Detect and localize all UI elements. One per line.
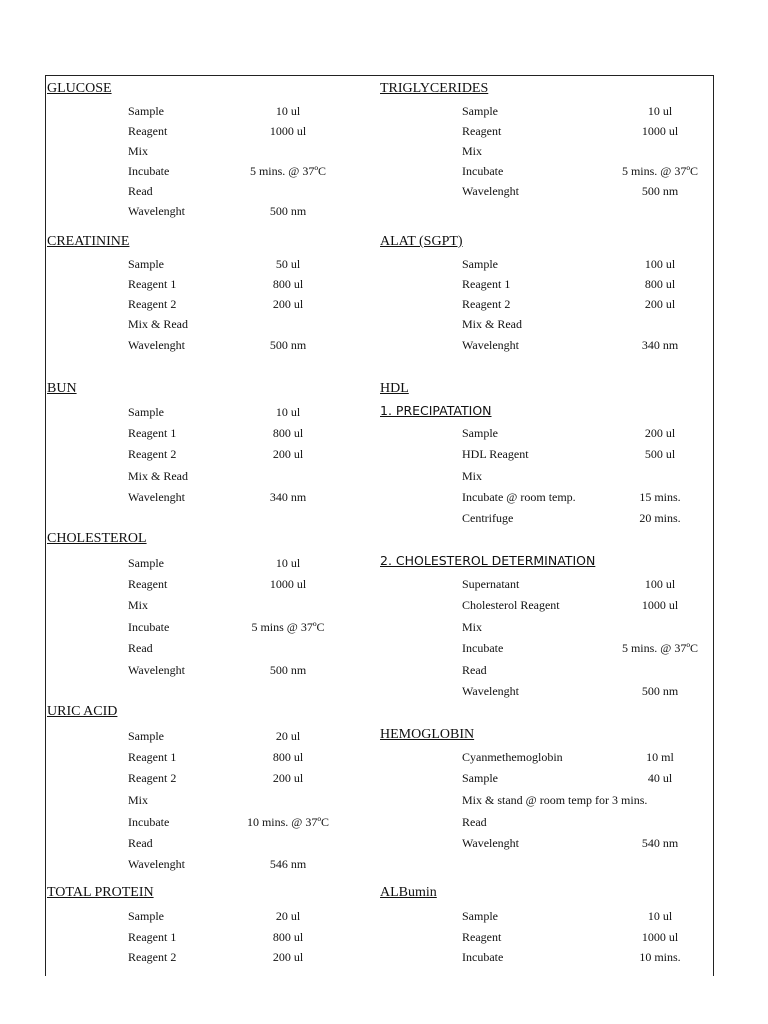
step-label: Mix & Read (462, 317, 522, 331)
step-value: 5 mins. @ 37ºC (249, 164, 327, 178)
step-label: Mix (128, 793, 149, 807)
step-label: Read (128, 184, 153, 198)
step-label: Reagent 1 (462, 277, 511, 291)
step-value: 500 nm (269, 204, 307, 218)
step-value: 20 ul (275, 729, 301, 743)
step-label: Supernatant (462, 577, 520, 591)
step-value: 20 mins. (639, 511, 681, 525)
step-value: 800 ul (272, 277, 304, 291)
step-label: Wavelenght (128, 663, 186, 677)
step-label: Sample (128, 405, 164, 419)
section-title: BUN (47, 381, 77, 396)
step-value: 800 ul (644, 277, 676, 291)
step-value: 20 ul (275, 909, 301, 923)
step-value: 800 ul (272, 930, 304, 944)
step-value: 200 ul (272, 297, 304, 311)
step-value: 10 mins. @ 37ºC (246, 815, 330, 829)
subsection-title: 2. CHOLESTEROL DETERMINATION (380, 553, 596, 568)
step-label: Reagent 2 (128, 950, 177, 964)
step-label: Wavelenght (128, 204, 186, 218)
step-label: Mix & Read (128, 469, 188, 483)
step-label: Mix (128, 598, 149, 612)
step-label: Sample (462, 771, 498, 785)
step-label: Reagent (128, 124, 168, 138)
step-value: 10 ul (647, 104, 673, 118)
step-value: 15 mins. (639, 490, 681, 504)
step-label: Read (462, 815, 487, 829)
step-label: Reagent 1 (128, 277, 177, 291)
step-label: Reagent (462, 930, 502, 944)
step-label: Wavelenght (128, 338, 186, 352)
step-label: Incubate (462, 164, 504, 178)
step-label: Reagent 2 (128, 297, 177, 311)
step-value: 1000 ul (641, 930, 679, 944)
step-value: 1000 ul (269, 577, 307, 591)
step-value: 1000 ul (269, 124, 307, 138)
step-label: Reagent 1 (128, 426, 177, 440)
step-value: 5 mins. @ 37ºC (621, 641, 699, 655)
section-title: GLUCOSE (47, 81, 112, 96)
step-label: Sample (462, 426, 498, 440)
step-value: 500 nm (641, 184, 679, 198)
step-value: 1000 ul (641, 598, 679, 612)
step-label: Sample (128, 909, 164, 923)
step-label: Mix (462, 144, 483, 158)
step-value: 50 ul (275, 257, 301, 271)
step-value: 200 ul (272, 771, 304, 785)
step-value: 340 nm (269, 490, 307, 504)
step-label: Sample (128, 729, 164, 743)
step-value: 100 ul (644, 257, 676, 271)
step-value: 5 mins. @ 37ºC (621, 164, 699, 178)
step-label: Sample (462, 257, 498, 271)
step-label: Mix (462, 620, 483, 634)
step-value: 10 ml (646, 750, 674, 764)
step-label: Mix (128, 144, 149, 158)
step-value: 5 mins @ 37ºC (251, 620, 325, 634)
step-value: 200 ul (644, 426, 676, 440)
step-value: 500 ul (644, 447, 676, 461)
step-label: Cholesterol Reagent (462, 598, 560, 612)
step-value: 540 nm (641, 836, 679, 850)
step-label: Sample (462, 104, 498, 118)
step-label: Reagent 1 (128, 930, 177, 944)
step-label: Wavelenght (462, 836, 520, 850)
step-label: Wavelenght (128, 490, 186, 504)
step-label: Mix & Read (128, 317, 188, 331)
section-title: ALAT (SGPT) (380, 234, 463, 249)
section-title: URIC ACID (47, 704, 118, 719)
step-value: 10 mins. (639, 950, 681, 964)
step-value: 1000 ul (641, 124, 679, 138)
step-label: Wavelenght (462, 684, 520, 698)
step-label: Mix & stand @ room temp for 3 mins. (462, 793, 648, 807)
step-label: Sample (128, 104, 164, 118)
step-value: 200 ul (272, 950, 304, 964)
step-label: Reagent (462, 124, 502, 138)
step-value: 100 ul (644, 577, 676, 591)
step-label: Reagent (128, 577, 168, 591)
step-label: Wavelenght (462, 184, 520, 198)
section-title: HEMOGLOBIN (380, 727, 475, 742)
step-value: 800 ul (272, 750, 304, 764)
step-value: 340 nm (641, 338, 679, 352)
section-title: ALBumin (380, 885, 437, 900)
step-label: Centrifuge (462, 511, 514, 525)
section-title: TRIGLYCERIDES (380, 81, 489, 96)
section-title: CREATININE (47, 234, 130, 249)
step-label: Incubate (462, 950, 504, 964)
step-label: Sample (462, 909, 498, 923)
step-value: 200 ul (272, 447, 304, 461)
section-title: CHOLESTEROL (47, 531, 147, 546)
step-label: Reagent 1 (128, 750, 177, 764)
step-label: Read (128, 836, 153, 850)
step-label: HDL Reagent (462, 447, 529, 461)
step-value: 10 ul (275, 104, 301, 118)
step-value: 10 ul (275, 405, 301, 419)
step-value: 200 ul (644, 297, 676, 311)
step-label: Sample (128, 556, 164, 570)
step-label: Sample (128, 257, 164, 271)
step-label: Incubate (128, 164, 170, 178)
step-label: Read (128, 641, 153, 655)
step-label: Incubate (128, 815, 170, 829)
step-value: 10 ul (647, 909, 673, 923)
step-label: Wavelenght (128, 857, 186, 871)
step-label: Cyanmethemoglobin (462, 750, 563, 764)
subsection-title: 1. PRECIPATATION (380, 403, 492, 418)
step-value: 10 ul (275, 556, 301, 570)
step-label: Wavelenght (462, 338, 520, 352)
step-value: 800 ul (272, 426, 304, 440)
step-label: Incubate (462, 641, 504, 655)
step-label: Reagent 2 (128, 447, 177, 461)
step-label: Mix (462, 469, 483, 483)
section-title: HDL (380, 381, 409, 396)
step-label: Incubate (128, 620, 170, 634)
step-value: 500 nm (641, 684, 679, 698)
step-label: Incubate @ room temp. (462, 490, 576, 504)
step-value: 546 nm (269, 857, 307, 871)
step-label: Reagent 2 (128, 771, 177, 785)
step-label: Reagent 2 (462, 297, 511, 311)
step-value: 500 nm (269, 663, 307, 677)
step-value: 500 nm (269, 338, 307, 352)
section-title: TOTAL PROTEIN (47, 885, 154, 900)
step-label: Read (462, 663, 487, 677)
step-value: 40 ul (647, 771, 673, 785)
